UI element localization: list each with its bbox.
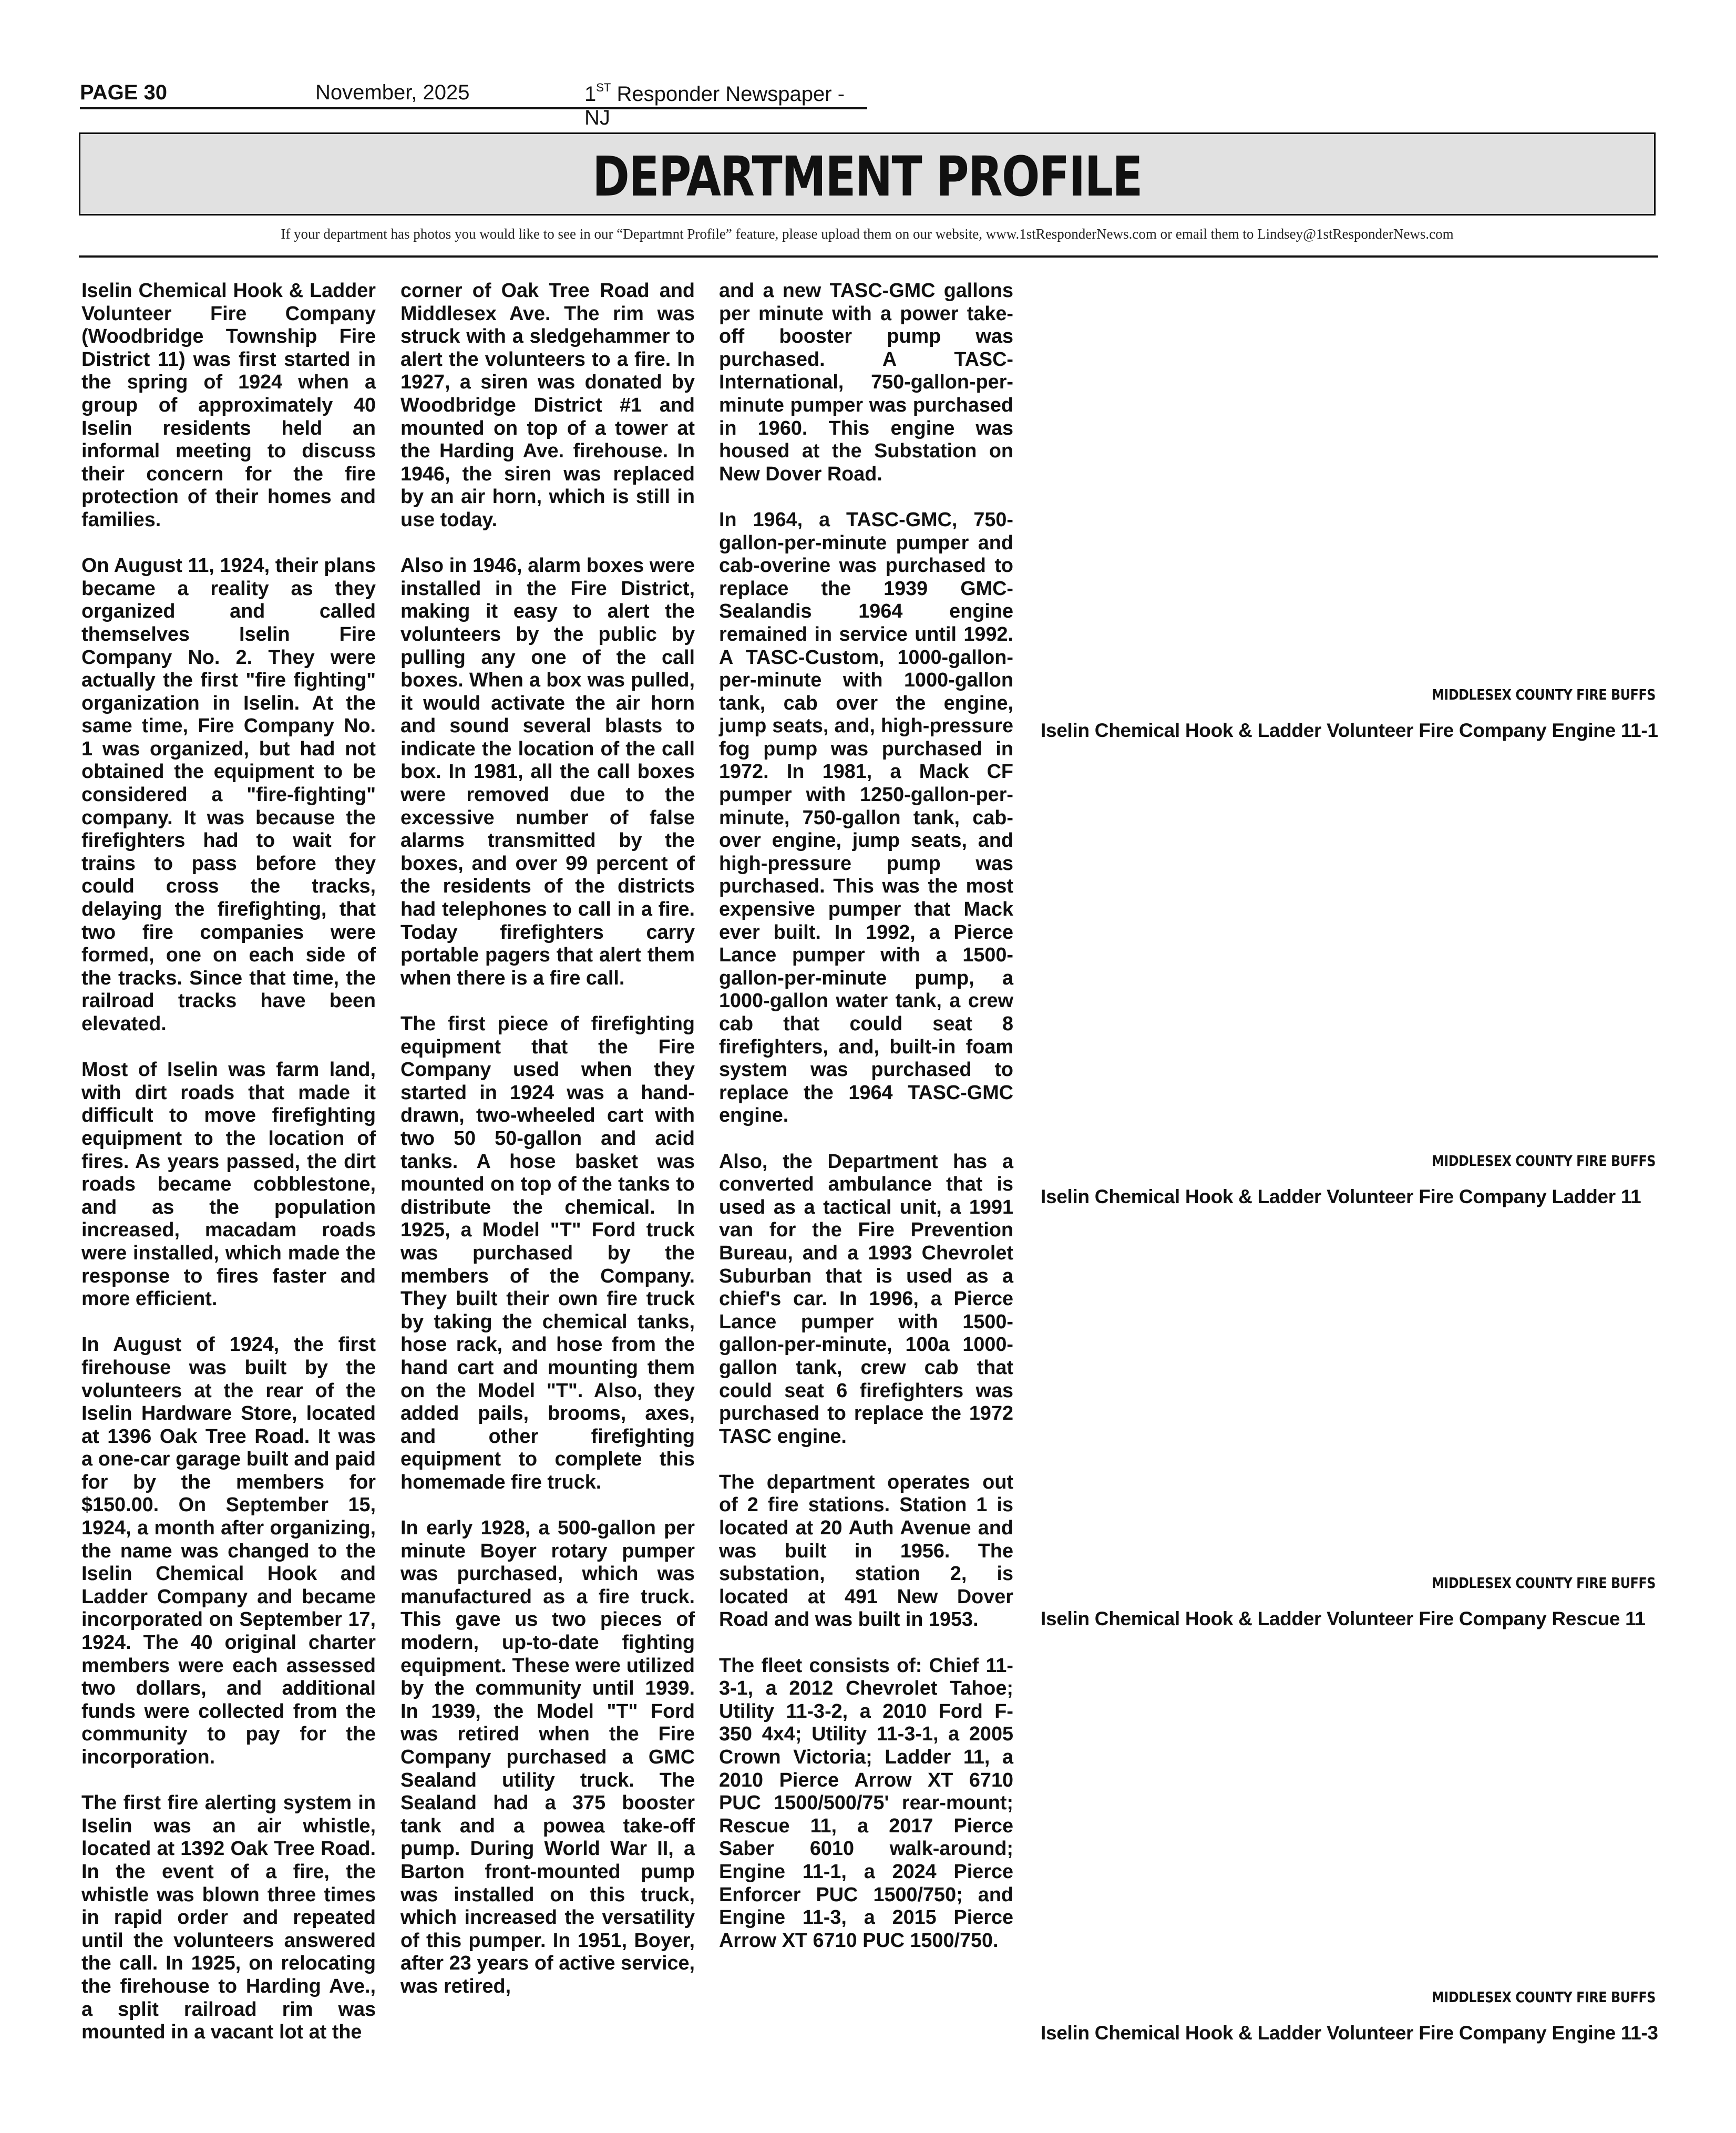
photo-credit: MIDDLESEX COUNTY FIRE BUFFS — [1432, 1152, 1656, 1170]
paragraph: corner of Oak Tree Road and Middlesex Ave. The rim was struck with a sledgehammer to alert the volunteers to a fire. In 1927, a siren was donated by Woodbridge District #1 and mounted on top of a tower at the Harding Ave. firehouse. In 1946, the siren was replaced by an air horn, which is still in use today. — [400, 280, 695, 531]
photo-caption: Iselin Chemical Hook & Ladder Volunteer Fire Company Ladder 11 — [1041, 1186, 1641, 1207]
photo-credit: MIDDLESEX COUNTY FIRE BUFFS — [1432, 1574, 1656, 1592]
paragraph: The first fire alerting system in Iselin was an air whistle, located at 1392 Oak Tree Road. In the event of a fire, the whistle was blown three times in rapid order and repeated until the volunteers answered the call. In 1925, on relocating the firehouse to Harding Ave., a split railroad rim was mounted in a vacant lot at the — [81, 1792, 376, 2044]
section-banner — [79, 132, 1656, 216]
section-title: DEPARTMENT PROFILE — [592, 145, 1142, 209]
paragraph: Most of Iselin was farm land, with dirt roads that made it difficult to move firefighting equipment to the location of fires. As years passed, the dirt roads became cobblestone, and as the population increased, macadam roads were installed, which made the response to fires faster and more efficient. — [81, 1059, 376, 1310]
paragraph: Also in 1946, alarm boxes were installed in the Fire District, making it easy to alert the volunteers by the public by pulling any one of the call boxes. When a box was pulled, it would activate the air horn and sound several blasts to indicate the location of the call box. In 1981, all the call boxes were removed due to the excessive number of false alarms transmitted by the boxes, and over 99 percent of the residents of the districts had telephones to call in a fire. Today firefighters carry portable pagers that alert them when there is a fire call. — [400, 555, 695, 989]
paragraph: Iselin Chemical Hook & Ladder Volunteer Fire Company (Woodbridge Township Fire District 11) was first started in the spring of 1924 when a group of approximately 40 Iselin residents held an informal meeting to discuss their concern for the fire protection of their homes and families. — [81, 280, 376, 531]
photo-caption: Iselin Chemical Hook & Ladder Volunteer Fire Company Rescue 11 — [1041, 1608, 1646, 1629]
photo-caption: Iselin Chemical Hook & Ladder Volunteer Fire Company Engine 11-3 — [1041, 2022, 1658, 2044]
photo-credit: MIDDLESEX COUNTY FIRE BUFFS — [1432, 1988, 1656, 2006]
article-column-2 — [400, 280, 695, 2021]
paragraph: The department operates out of 2 fire stations. Station 1 is located at 20 Auth Avenue and was built in 1956. The substation, station 2, is located at 491 New Dover Road and was built in 1953. — [719, 1471, 1013, 1631]
photo-submission-notice: If your department has photos you would like to see in our “Departmnt Profile” feature, please upload them on our website, www.1stResponderNews.com or email them to Lindsey@1stResponderNews.com — [281, 226, 1454, 242]
article-column-3 — [719, 280, 1013, 1975]
photo-rescue-11 — [1041, 1574, 1656, 1637]
paragraph: In early 1928, a 500-gallon per minute Boyer rotary pumper was purchased, which was manufactured as a fire truck. This gave us two pieces of modern, up-to-date fighting equipment. These were utilized by the community until 1939. In 1939, the Model "T" Ford was retired when the Fire Company purchased a GMC Sealand utility truck. The Sealand had a 375 booster tank and a powea take-off pump. During World War II, a Barton front-mounted pump was installed on this truck, which increased the versatility of this pumper. In 1951, Boyer, after 23 years of active service, was retired, — [400, 1517, 695, 1997]
paragraph: Also, the Department has a converted ambulance that is used as a tactical unit, a 1991 van for the Fire Prevention Bureau, and a 1993 Chevrolet Suburban that is used as a chief's car. In 1996, a Pierce Lance pumper with 1500-gallon-per-minute, 100a 1000-gallon tank, crew cab that could seat 6 firefighters was purchased to replace the 1972 TASC engine. — [719, 1150, 1013, 1448]
article-column-1 — [81, 280, 376, 2067]
photo-caption: Iselin Chemical Hook & Ladder Volunteer Fire Company Engine 11-1 — [1041, 720, 1658, 741]
issue-date: November, 2025 — [315, 81, 470, 104]
divider — [79, 255, 1658, 258]
paragraph: In 1964, a TASC-GMC, 750-gallon-per-minute pumper and cab-overine was purchased to replace the 1939 GMC-Sealandis 1964 engine remained in service until 1992. A TASC-Custom, 1000-gallon-per-minute with 1000-gallon tank, cab over the engine, jump seats, and, high-pressure fog pump was purchased in 1972. In 1981, a Mack CF pumper with 1250-gallon-per-minute, 750-gallon tank, cab-over engine, jump seats, and high-pressure pump was purchased. This was the most expensive pumper that Mack ever built. In 1992, a Pierce Lance pumper with a 1500-gallon-per-minute pump, a 1000-gallon water tank, a crew cab that could seat 8 firefighters, and, built-in foam system was purchased to replace the 1964 TASC-GMC engine. — [719, 508, 1013, 1127]
paragraph: The fleet consists of: Chief 11-3-1, a 2012 Chevrolet Tahoe; Utility 11-3-2, a 2010 Ford F-350 4x4; Utility 11-3-1, a 2005 Crown Victoria; Ladder 11, a 2010 Pierce Arrow XT 6710 PUC 1500/500/75' rear-mount; Rescue 11, a 2017 Pierce Saber 6010 walk-around; Engine 11-1, a 2024 Pierce Enforcer PUC 1500/750; and Engine 11-3, a 2015 Pierce Arrow XT 6710 PUC 1500/750. — [719, 1654, 1013, 1952]
paragraph: On August 11, 1924, their plans became a reality as they organized and called themselves Iselin Fire Company No. 2. They were actually the first "fire fighting" organization in Iselin. At the same time, Fire Company No. 1 was organized, but had not obtained the equipment to be considered a "fire-fighting" company. It was because the firefighters had to wait for trains to pass before they could cross the tracks, delaying the firefighting, that two fire companies were formed, one on each side of the tracks. Since that time, the railroad tracks have been elevated. — [81, 555, 376, 1035]
page-header — [80, 78, 867, 129]
photo-engine-11-3 — [1041, 1988, 1656, 2052]
photo-engine-11-1 — [1041, 686, 1656, 749]
photo-credit: MIDDLESEX COUNTY FIRE BUFFS — [1432, 686, 1656, 703]
paragraph: The first piece of firefighting equipment that the Fire Company used when they started in 1924 was a hand-drawn, two-wheeled cart with two 50 50-gallon and acid tanks. A hose basket was mounted on top of the tanks to distribute the chemical. In 1925, a Model "T" Ford truck was purchased by the members of the Company. They built their own fire truck by taking the chemical tanks, hose rack, and hose from the hand cart and mounting them on the Model "T". Also, they added pails, brooms, axes, and other firefighting equipment to complete this homemade fire truck. — [400, 1013, 695, 1493]
photo-ladder-11 — [1041, 1152, 1656, 1215]
newspaper-name: 1ST Responder Newspaper - NJ — [584, 81, 845, 129]
page-number: PAGE 30 — [80, 81, 167, 104]
paragraph: In August of 1924, the first firehouse was built by the volunteers at the rear of the Iselin Hardware Store, located at 1396 Oak Tree Road. It was a one-car garage built and paid for by the members for $150.00. On September 15, 1924, a month after organizing, the name was changed to the Iselin Chemical Hook and Ladder Company and became incorporated on September 17, 1924. The 40 original charter members were each assessed two dollars, and additional funds were collected from the community to pay for the incorporation. — [81, 1334, 376, 1768]
paragraph: and a new TASC-GMC gallons per minute with a power take-off booster pump was purchased. A TASC-International, 750-gallon-per-minute pumper was purchased in 1960. This engine was housed at the Substation on New Dover Road. — [719, 280, 1013, 485]
